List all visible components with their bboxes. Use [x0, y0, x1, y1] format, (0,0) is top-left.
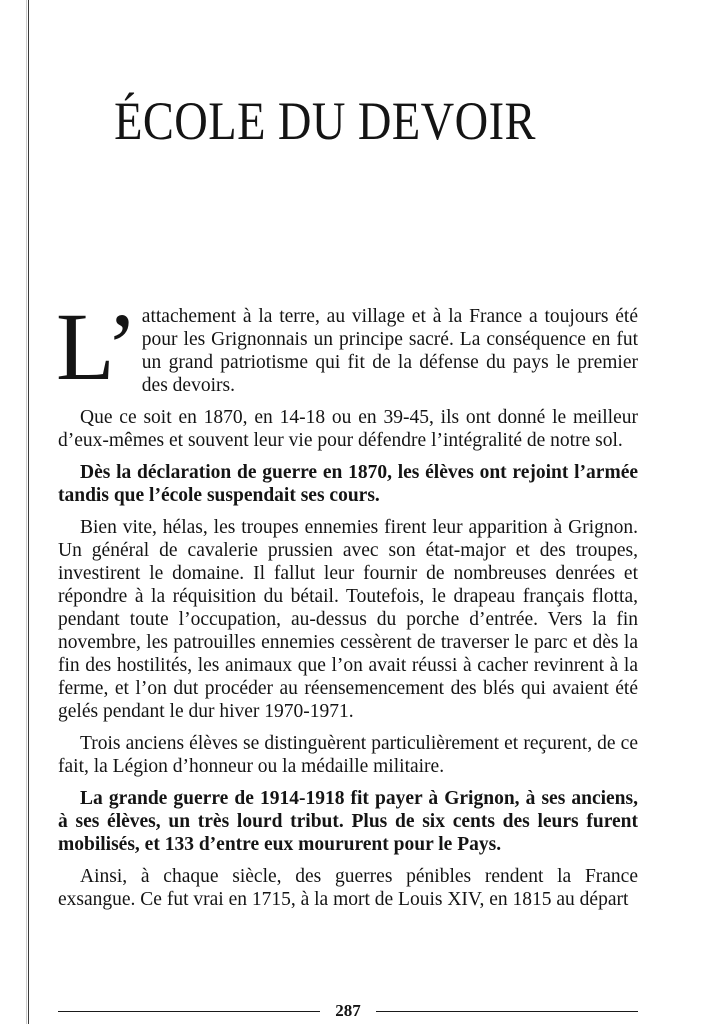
page-number: 287 — [335, 1001, 361, 1020]
page-edge-shadow — [26, 0, 27, 1024]
paragraph-1 — [56, 293, 638, 400]
page-edge — [28, 0, 29, 1024]
paragraph-1-text: attachement à la terre, au village et à la France a toujours été pour les Grignonnais un principe sacré. La conséquence en fut un grand patriotisme qui fit de la défense du pays le premier des devoirs. — [141, 306, 638, 396]
paragraph-6-bold: La grande guerre de 1914-1918 fit payer à Grignon, à ses anciens, à ses élèves, un très lourd tribut. Plus de six cents des leurs furent mobilisés, et 133 d’entre eux moururent pour le Pays. — [58, 788, 638, 855]
paragraph-2: Que ce soit en 1870, en 14-18 ou en 39-45, ils ont donné le meilleur d’eux-mêmes et souvent leur vie pour défendre l’intégralité de notre sol. — [58, 407, 638, 451]
paragraph-5: Trois anciens élèves se distinguèrent particulièrement et reçurent, de ce fait, la Légion d’honneur ou la médaille militaire. — [58, 733, 638, 777]
page-footer — [58, 1000, 638, 1020]
drop-cap: L’ — [56, 293, 138, 400]
paragraph-7: Ainsi, à chaque siècle, des guerres pénibles rendent la France exsangue. Ce fut vrai en 1715, à la mort de Louis XIV, en 1815 au départ — [58, 866, 638, 910]
paragraph-4: Bien vite, hélas, les troupes ennemies firent leur apparition à Grignon. Un général de cavalerie prussien avec son état-major et des troupes, investirent le domaine. Il fallut leur fournir de nombreuses denrées et répondre à la réquisition du bétail. Toutefois, le drapeau français flotta, pendant toute l’occupation, au-dessus du porche d’entrée. Vers la fin novembre, les patrouilles ennemies cessèrent de traverser le parc et dès la fin des hostilités, les animaux que l’on avait réussi à cacher revinrent à la ferme, et l’on dut procéder au réensemencement des blés qui avaient été gelés pendant le dur hiver 1970-1971. — [58, 517, 638, 722]
paragraph-3-bold: Dès la déclaration de guerre en 1870, les élèves ont rejoint l’armée tandis que l’école suspendait ses cours. — [58, 462, 638, 506]
chapter-title: ÉCOLE DU DEVOIR — [114, 91, 536, 151]
footer-rule-left — [58, 1011, 320, 1012]
footer-rule-right — [376, 1011, 638, 1012]
chapter-body — [56, 293, 638, 920]
